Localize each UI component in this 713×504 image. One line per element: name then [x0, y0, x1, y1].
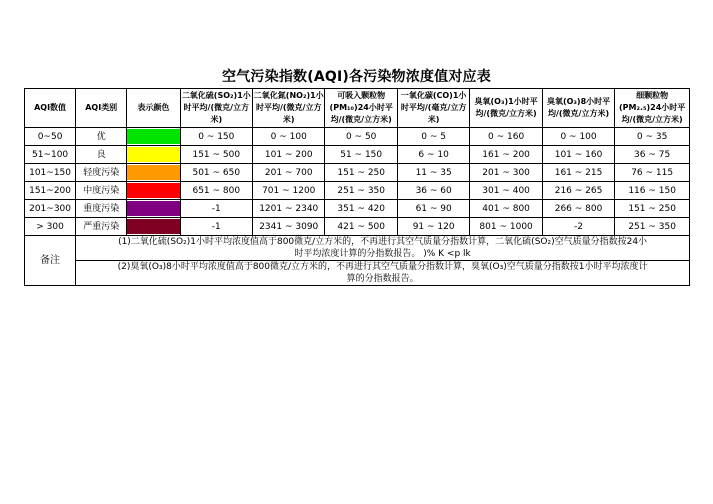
o3-8h-range: 0 ~ 100 — [542, 128, 614, 146]
note-2-line-1: (2)臭氧(O₃)8小时平均浓度值高于800微克/立方米的，不再进行其空气质量分指数计算，臭氧(O₃)空气质量分指数按1小时平均浓度计 — [117, 262, 648, 272]
so2-range: 501 ~ 650 — [180, 164, 252, 182]
page-title: 空气污染指数(AQI)各污染物浓度值对应表 — [222, 69, 491, 85]
header-pm10: 可吸入颗粒物(PM₁₀)24小时平均/(微克/立方米) — [325, 89, 397, 128]
no2-range: 0 ~ 100 — [253, 128, 325, 146]
o3-8h-range: 161 ~ 215 — [542, 164, 614, 182]
so2-range: 651 ~ 800 — [180, 182, 252, 200]
notes-label: 备注 — [25, 236, 76, 286]
header-o3-8h: 臭氧(O₃)8小时平均/(微克/立方米) — [542, 89, 614, 128]
pm10-range: 151 ~ 250 — [325, 164, 397, 182]
o3-1h-range: 401 ~ 800 — [470, 200, 542, 218]
co-range: 0 ~ 5 — [397, 128, 469, 146]
aqi-category: 轻度污染 — [76, 164, 127, 182]
header-aqi-category: AQI类别 — [76, 89, 127, 128]
o3-8h-range: 216 ~ 265 — [542, 182, 614, 200]
co-range: 91 ~ 120 — [397, 218, 469, 236]
color-swatch-cell — [127, 146, 180, 164]
color-swatch-cell — [127, 164, 180, 182]
o3-8h-range: 101 ~ 160 — [542, 146, 614, 164]
header-aqi-value: AQI数值 — [25, 89, 76, 128]
color-swatch-cell — [127, 182, 180, 200]
header-co: 一氧化碳(CO)1小时平均/(毫克/立方米) — [397, 89, 469, 128]
color-swatch — [127, 129, 179, 144]
co-range: 11 ~ 35 — [397, 164, 469, 182]
no2-range: 701 ~ 1200 — [253, 182, 325, 200]
pm10-range: 251 ~ 350 — [325, 182, 397, 200]
o3-1h-range: 161 ~ 200 — [470, 146, 542, 164]
pm10-range: 421 ~ 500 — [325, 218, 397, 236]
no2-range: 1201 ~ 2340 — [253, 200, 325, 218]
co-range: 6 ~ 10 — [397, 146, 469, 164]
o3-1h-range: 201 ~ 300 — [470, 164, 542, 182]
o3-1h-range: 0 ~ 160 — [470, 128, 542, 146]
pm25-range: 151 ~ 250 — [615, 200, 690, 218]
no2-range: 2341 ~ 3090 — [253, 218, 325, 236]
aqi-value: 151~200 — [25, 182, 76, 200]
note-2 — [76, 261, 690, 286]
o3-8h-range: -2 — [542, 218, 614, 236]
aqi-category: 严重污染 — [76, 218, 127, 236]
aqi-value: 101~150 — [25, 164, 76, 182]
aqi-category: 良 — [76, 146, 127, 164]
pm10-range: 351 ~ 420 — [325, 200, 397, 218]
table-row — [25, 146, 690, 164]
table-row — [25, 164, 690, 182]
note-1-line-1: (1)二氧化硫(SO₂)1小时平均浓度值高于800微克/立方米的，不再进行其空气质量分指数计算，二氧化硫(SO₂)空气质量分指数按24小 — [118, 237, 648, 247]
table-row — [25, 182, 690, 200]
aqi-table — [24, 88, 690, 286]
aqi-category: 中度污染 — [76, 182, 127, 200]
table-row — [25, 200, 690, 218]
aqi-value: 0~50 — [25, 128, 76, 146]
color-swatch — [127, 147, 179, 162]
header-pm25: 细颗粒物(PM₂.₅)24小时平均/(微克/立方米) — [615, 89, 690, 128]
aqi-value: > 300 — [25, 218, 76, 236]
header-color: 表示颜色 — [127, 89, 180, 128]
note-1-line-2: 时平均浓度计算的分指数报告。 )% K <p lk — [294, 249, 471, 259]
pm25-range: 36 ~ 75 — [615, 146, 690, 164]
note-2-line-2: 算的分指数报告。 — [346, 274, 419, 284]
aqi-category: 重度污染 — [76, 200, 127, 218]
pm25-range: 251 ~ 350 — [615, 218, 690, 236]
color-swatch-cell — [127, 200, 180, 218]
so2-range: -1 — [180, 218, 252, 236]
table-header-row — [25, 89, 690, 128]
note-1 — [76, 236, 690, 261]
color-swatch — [127, 165, 179, 180]
pm25-range: 76 ~ 115 — [615, 164, 690, 182]
color-swatch — [127, 219, 179, 234]
color-swatch-cell — [127, 128, 180, 146]
notes-row — [25, 261, 690, 286]
pm10-range: 0 ~ 50 — [325, 128, 397, 146]
pm25-range: 0 ~ 35 — [615, 128, 690, 146]
header-so2: 二氧化硫(SO₂)1小时平均/(微克/立方米) — [180, 89, 252, 128]
o3-1h-range: 301 ~ 400 — [470, 182, 542, 200]
color-swatch — [127, 183, 179, 198]
so2-range: 151 ~ 500 — [180, 146, 252, 164]
aqi-value: 51~100 — [25, 146, 76, 164]
table-row — [25, 218, 690, 236]
co-range: 61 ~ 90 — [397, 200, 469, 218]
no2-range: 201 ~ 700 — [253, 164, 325, 182]
pm10-range: 51 ~ 150 — [325, 146, 397, 164]
so2-range: 0 ~ 150 — [180, 128, 252, 146]
aqi-value: 201~300 — [25, 200, 76, 218]
pm25-range: 116 ~ 150 — [615, 182, 690, 200]
no2-range: 101 ~ 200 — [253, 146, 325, 164]
table-row — [25, 128, 690, 146]
notes-row — [25, 236, 690, 261]
color-swatch — [127, 201, 179, 216]
o3-1h-range: 801 ~ 1000 — [470, 218, 542, 236]
o3-8h-range: 266 ~ 800 — [542, 200, 614, 218]
so2-range: -1 — [180, 200, 252, 218]
header-no2: 二氧化氮(NO₂)1小时平均/(微克/立方米) — [253, 89, 325, 128]
co-range: 36 ~ 60 — [397, 182, 469, 200]
header-o3-1h: 臭氧(O₃)1小时平均/(微克/立方米) — [470, 89, 542, 128]
color-swatch-cell — [127, 218, 180, 236]
aqi-category: 优 — [76, 128, 127, 146]
